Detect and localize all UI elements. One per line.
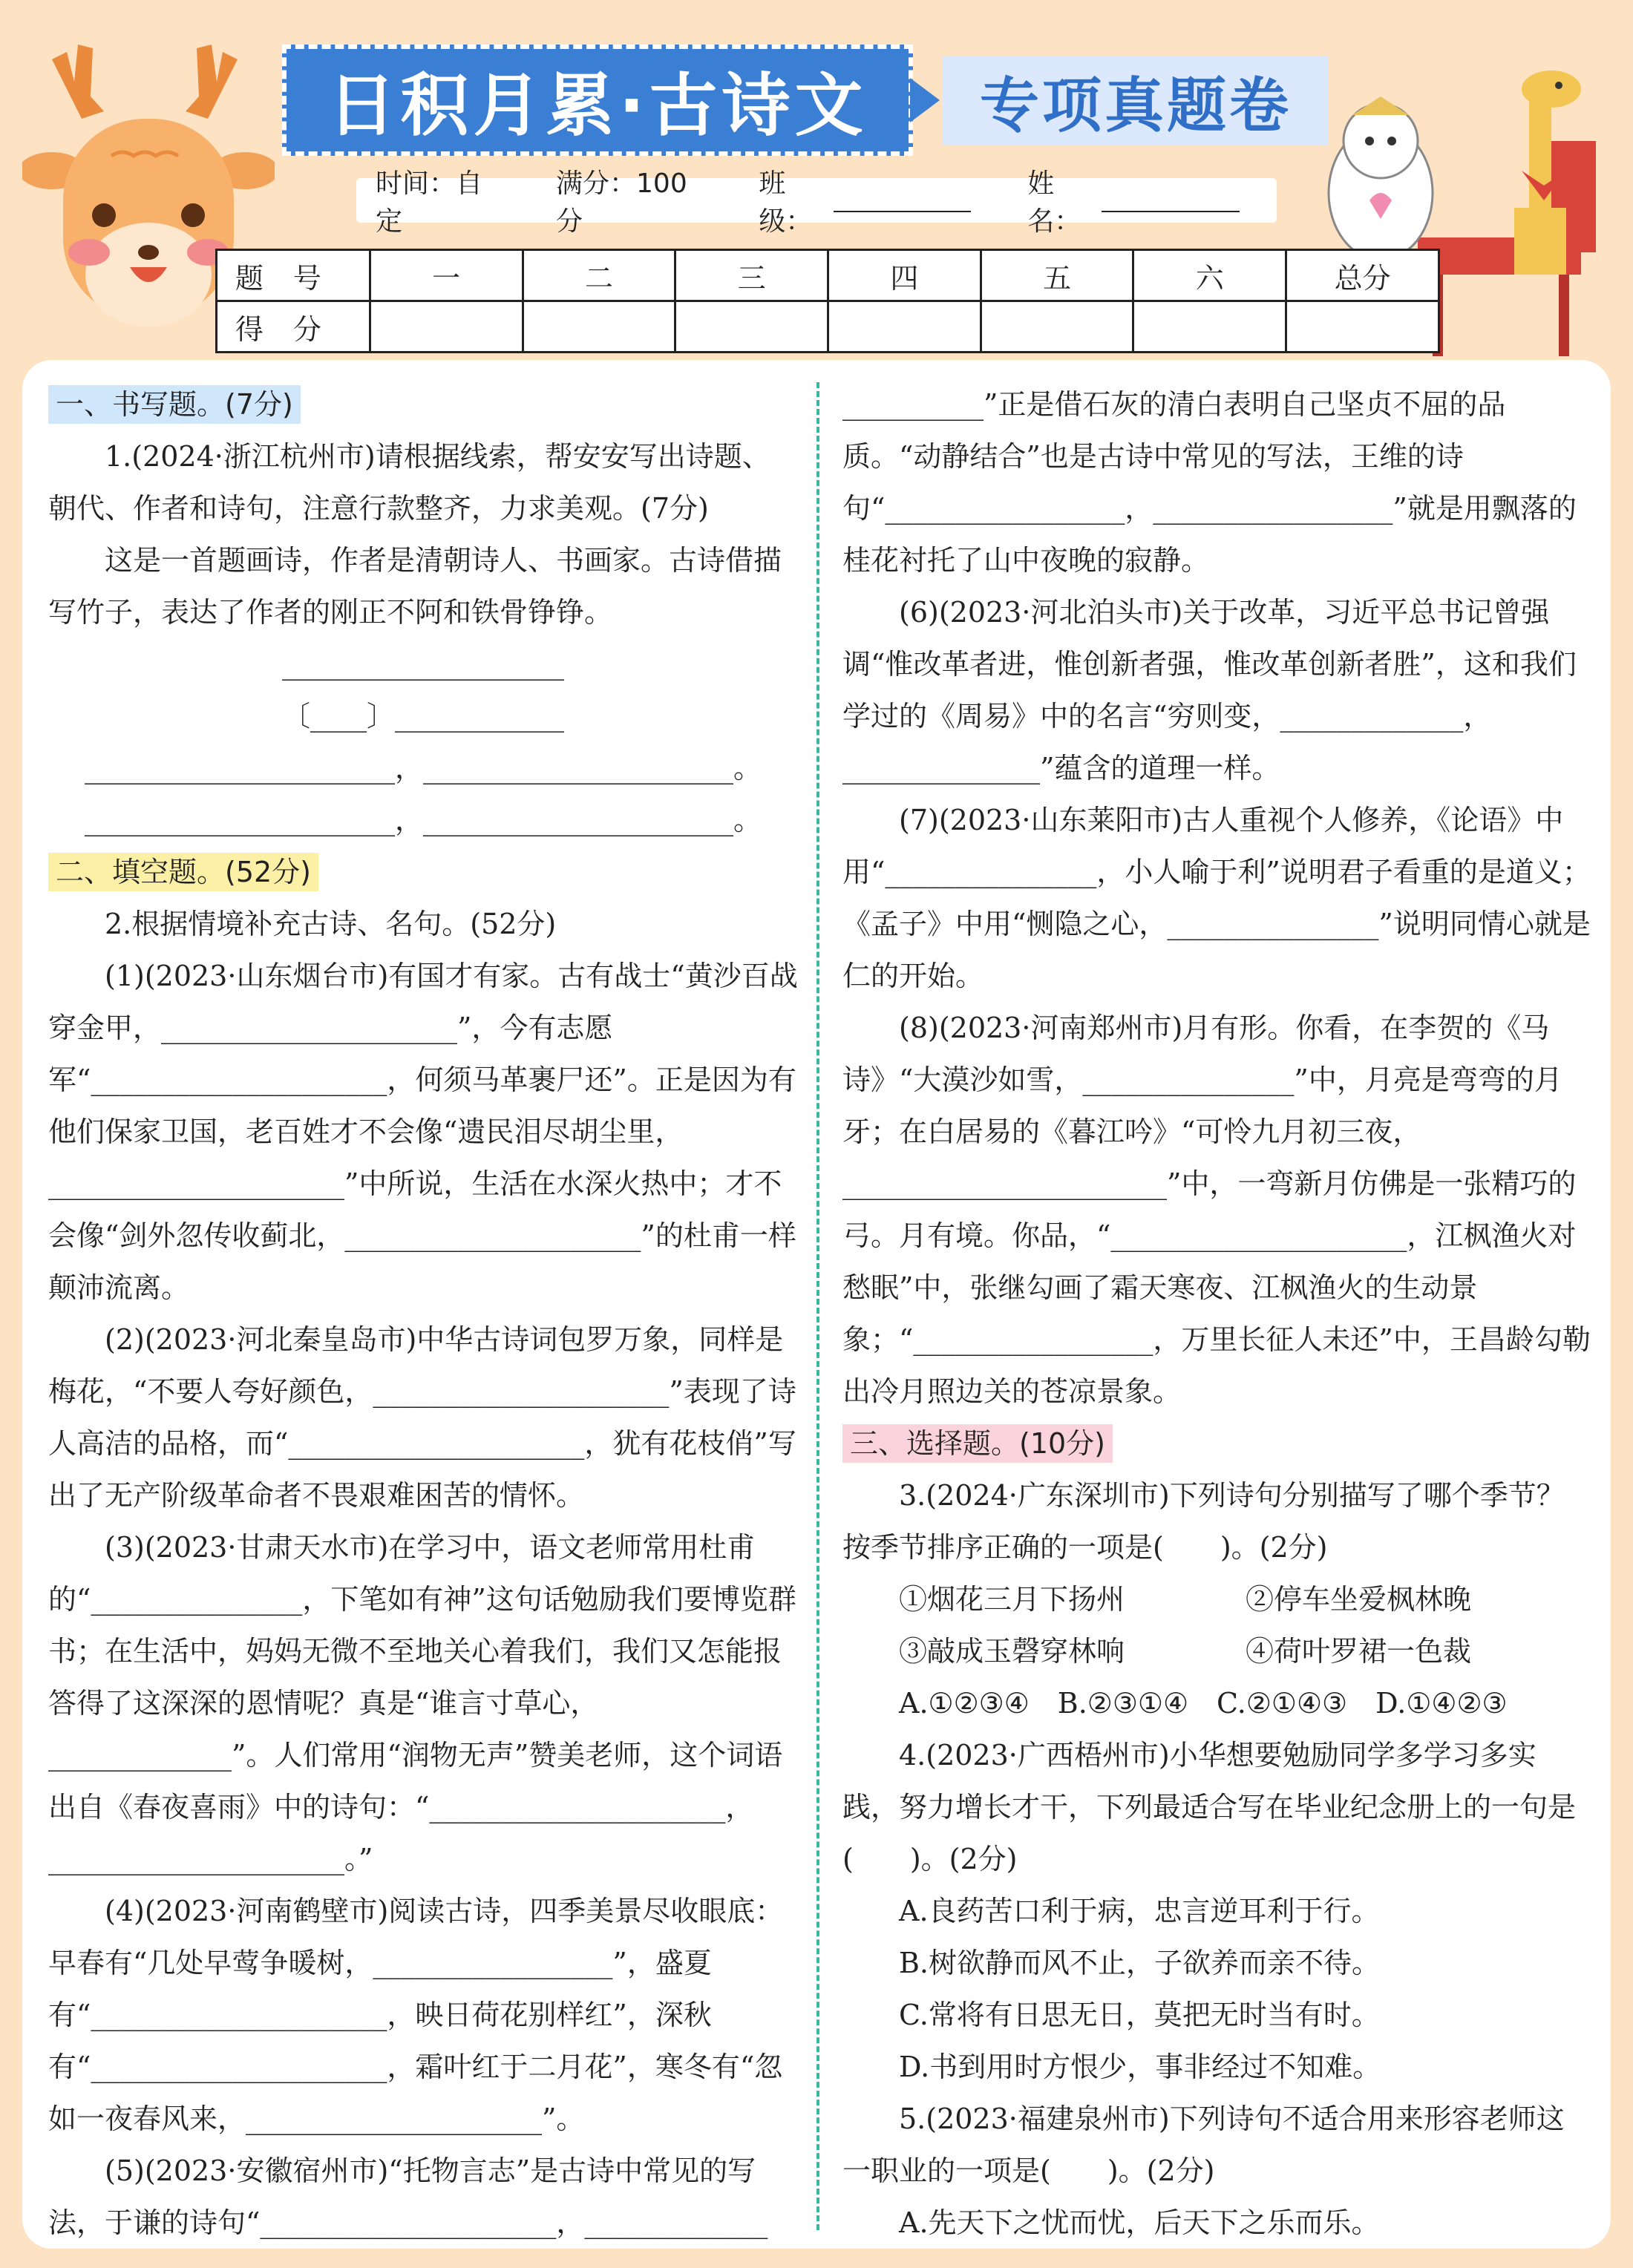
table-cell: 二 xyxy=(523,250,675,301)
score-table-score-row xyxy=(217,301,1439,353)
right-column xyxy=(842,378,1592,2249)
table-cell: 四 xyxy=(828,250,981,301)
choice-option: A.先天下之忧而忧，后天下之乐而乐。 xyxy=(899,2206,1380,2239)
table-cell: 题号 xyxy=(217,250,370,301)
answer-line: ____________________ xyxy=(282,648,564,681)
score-input-cell[interactable] xyxy=(523,301,675,353)
score-input-cell[interactable] xyxy=(981,301,1133,353)
question-text: (7)(2023·山东莱阳市)古人重视个人修养，《论语》中用“_______________，小人喻于利”说明君子看重的是道义；《孟子》中用“恻隐之心，_______________”说明同情心就是仁的开始。 xyxy=(842,804,1591,992)
table-cell: 总分 xyxy=(1286,250,1439,301)
exam-info-row xyxy=(356,168,1277,237)
table-cell: 得分 xyxy=(217,301,370,353)
choice-option: A.①②③④ B.②③①④ C.②①④③ D.①④②③ xyxy=(899,1687,1508,1720)
section-heading-row xyxy=(48,378,798,430)
option-row xyxy=(842,1625,1592,1677)
section-heading: 一、书写题。(7分) xyxy=(48,385,301,424)
section-heading-row xyxy=(48,846,798,898)
option-item: ①烟花三月下扬州 xyxy=(899,1583,1125,1616)
column-divider xyxy=(816,382,819,2230)
question-text: 5.(2023·福建泉州市)下列诗句不适合用来形容老师这一职业的一项是( )。(2分) xyxy=(842,2103,1565,2187)
section-heading-row xyxy=(842,1418,1592,1469)
choice-option: B.树欲静而风不止，子欲养而亲不待。 xyxy=(899,1947,1381,1979)
answer-line: ______________________，______________________。 xyxy=(84,752,762,784)
table-cell: 五 xyxy=(981,250,1133,301)
question-text: 4.(2023·广西梧州市)小华想要勉励同学多学习多实践，努力增长才干，下列最适合写在毕业纪念册上的一句是( )。(2分) xyxy=(842,1739,1577,1875)
question-text: 2.根据情境补充古诗、名句。(52分) xyxy=(105,908,557,940)
section-heading: 二、填空题。(52分) xyxy=(48,853,318,891)
question-text: 3.(2024·广东深圳市)下列诗句分别描写了哪个季节？按季节排序正确的一项是( )。(2分) xyxy=(842,1479,1565,1564)
score-input-cell[interactable] xyxy=(1133,301,1286,353)
question-text: (2)(2023·河北秦皇岛市)中华古诗词包罗万象，同样是梅花，“不要人夸好颜色，_____________________”表现了诗人高洁的品格，而“_____________________，犹有花枝俏”写出了无产阶级革命者不畏艰难困苦的情怀。 xyxy=(48,1323,796,1512)
option-item: ④荷叶罗裙一色裁 xyxy=(1246,1635,1472,1668)
score-input-cell[interactable] xyxy=(675,301,828,353)
section-heading: 三、选择题。(10分) xyxy=(842,1424,1113,1463)
class-blank[interactable] xyxy=(834,189,972,212)
left-column xyxy=(48,378,798,2249)
table-cell: 三 xyxy=(675,250,828,301)
title-right-box xyxy=(943,56,1329,145)
option-item: ②停车坐爱枫林晚 xyxy=(1246,1583,1472,1616)
score-label: 满分：100分 xyxy=(556,168,687,237)
class-field[interactable] xyxy=(759,163,971,238)
score-input-cell[interactable] xyxy=(370,301,523,353)
score-table xyxy=(215,249,1440,353)
page-title: 日积月累·古诗文 xyxy=(327,66,868,145)
choice-option: C.常将有日思无日，莫把无时当有时。 xyxy=(899,1999,1380,2031)
table-cell: 一 xyxy=(370,250,523,301)
question-text: (4)(2023·河南鹤壁市)阅读古诗，四季美景尽收眼底：早春有“几处早莺争暖树，_________________”，盛夏有“_____________________，映日荷花别样红”，深秋有“_____________________，霜叶红于二月花”，寒冬有“忽如一夜春风来，_____________________”。 xyxy=(48,1895,784,2135)
name-field[interactable] xyxy=(1027,163,1240,238)
table-cell: 六 xyxy=(1133,250,1286,301)
score-table-header-row xyxy=(217,250,1439,301)
choice-option: D.书到用时方恨少，事非经过不知难。 xyxy=(899,2051,1381,2083)
question-text: 1.(2024·浙江杭州市)请根据线索，帮安安写出诗题、朝代、作者和诗句，注意行款整齐，力求美观。(7分) xyxy=(48,440,770,525)
title-left-box xyxy=(282,45,913,156)
time-label: 时间：自定 xyxy=(376,168,483,237)
score-input-cell[interactable] xyxy=(828,301,981,353)
question-text: 这是一首题画诗，作者是清朝诗人、书画家。古诗借描写竹子，表达了作者的刚正不阿和铁骨铮铮。 xyxy=(48,544,782,629)
title-banner xyxy=(282,45,1336,156)
answer-line: 〔____〕____________ xyxy=(281,700,564,732)
question-text: (5)(2023·安徽宿州市)“托物言志”是古诗中常见的写法，于谦的诗句“_____________________，_____________ xyxy=(48,2154,768,2239)
name-blank[interactable] xyxy=(1102,189,1240,212)
name-label: 姓名： xyxy=(1027,168,1081,237)
question-text: (8)(2023·河南郑州市)月有形。你看，在李贺的《马诗》“大漠沙如雪，_______________”中，月亮是弯弯的月牙；在白居易的《暮江吟》“可怜九月初三夜，_______________________”中，一弯新月仿佛是一张精巧的弓。月有境。你品，“_____________________，江枫渔火对愁眠”中，张继勾画了霜天寒夜、江枫渔火的生动景象；“_________________，万里长征人未还”中，王昌龄勾勒出冷月照边关的苍凉景象。 xyxy=(842,1012,1591,1408)
question-text: (6)(2023·河北泊头市)关于改革，习近平总书记曾强调“惟改革者进，惟创新者强，惟改革创新者胜”，这和我们学过的《周易》中的名言“穷则变，_____________，______________”蕴含的道理一样。 xyxy=(842,596,1577,784)
question-card xyxy=(22,360,1611,2249)
question-text: __________”正是借石灰的清白表明自己坚贞不屈的品质。“动静结合”也是古诗中常见的写法，王维的诗句“_________________，_________________”就是用飘落的桂花衬托了山中夜晚的寂静。 xyxy=(842,388,1577,577)
answer-line: ______________________，______________________。 xyxy=(84,804,762,836)
page-subtitle: 专项真题卷 xyxy=(980,71,1292,140)
score-input-cell[interactable] xyxy=(1286,301,1439,353)
question-text: (3)(2023·甘肃天水市)在学习中，语文老师常用杜甫的“_______________，下笔如有神”这句话勉励我们要博览群书；在生活中，妈妈无微不至地关心着我们，我们又怎能报答得了这深深的恩情呢？真是“谁言寸草心，_____________”。人们常用“润物无声”赞美老师，这个词语出自《春夜喜雨》中的诗句：“_____________________，_____________________。” xyxy=(48,1531,796,1875)
choice-option: A.良药苦口利于病，忠言逆耳利于行。 xyxy=(899,1895,1380,1927)
option-row xyxy=(842,1573,1592,1625)
class-label: 班级： xyxy=(759,168,813,237)
question-text: (1)(2023·山东烟台市)有国才有家。古有战士“黄沙百战穿金甲，_____________________”，今有志愿军“_____________________，何须马革裹尸还”。正是因为有他们保家卫国，老百姓才不会像“遗民泪尽胡尘里，_____________________”中所说，生活在水深火热中；才不会像“剑外忽传收蓟北，_____________________”的杜甫一样颠沛流离。 xyxy=(48,960,798,1304)
option-item: ③敲成玉磬穿林响 xyxy=(899,1635,1125,1668)
banner-arrow-icon xyxy=(910,78,940,122)
